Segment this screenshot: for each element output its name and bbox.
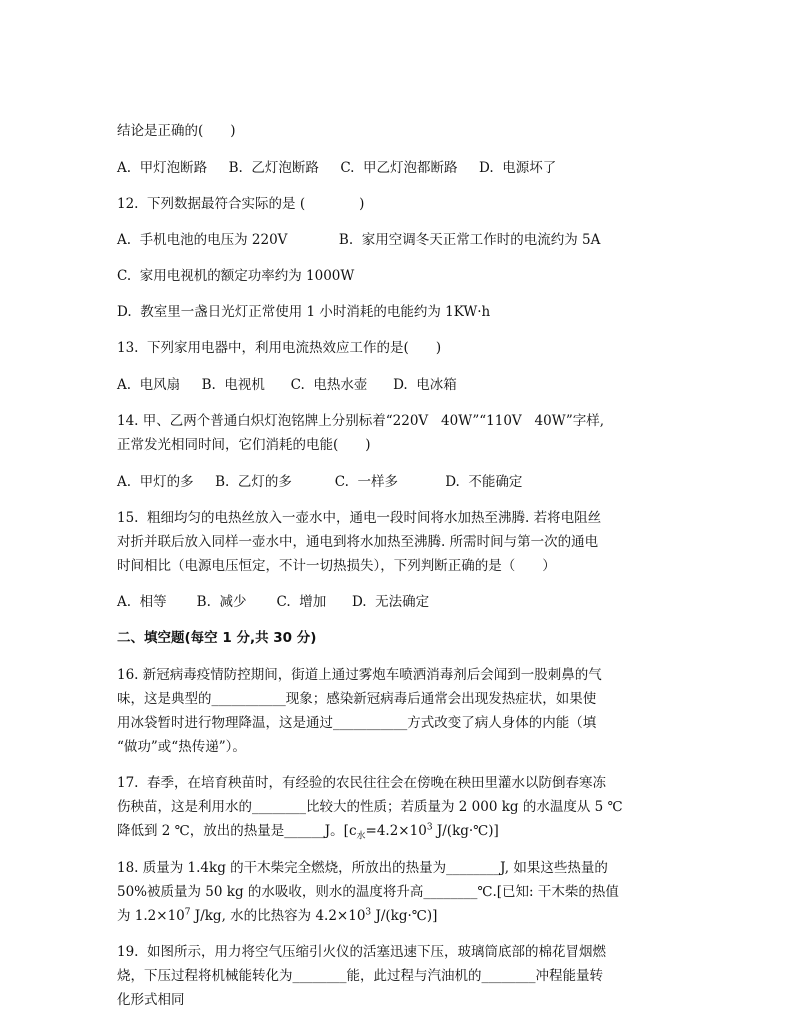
q12-options-ab: A. 手机电池的电压为 220V B. 家用空调冬天正常工作时的电流约为 5A — [117, 232, 601, 248]
q19-line-3: 化形式相同 — [117, 992, 185, 1008]
q18-line-1: 18. 质量为 1.4kg 的干木柴完全燃烧，所放出的热量为________J, 如果这些热量的 — [117, 860, 608, 876]
q18-line-3-text: 为 1.2×10 — [117, 908, 185, 924]
q11-options: A. 甲灯泡断路 B. 乙灯泡断路 C. 甲乙灯泡都断路 D. 电源坏了 — [117, 160, 557, 176]
q14-options: A. 甲灯的多 B. 乙灯的多 C. 一样多 D. 不能确定 — [117, 474, 523, 490]
q16-line-3: 用冰袋暂时进行物理降温，这是通过___________方式改变了病人身体的内能（填 — [117, 715, 597, 731]
q15-options: A. 相等 B. 减少 C. 增加 D. 无法确定 — [117, 594, 430, 610]
q19-line-1: 19. 如图所示，用力将空气压缩引火仪的活塞迅速下压，玻璃筒底部的棉花冒烟燃 — [117, 944, 607, 960]
q18-line-3 — [117, 906, 437, 926]
q18-superscript-2: 3 — [365, 907, 372, 918]
q16-line-2: 味，这是典型的___________现象；感染新冠病毒后通常会出现发热症状，如果使 — [117, 691, 597, 707]
q12-stem: 12. 下列数据最符合实际的是 ( ) — [117, 196, 365, 212]
q17-line-3 — [117, 821, 499, 841]
q18-line-2: 50%被质量为 50 kg 的水吸收，则水的温度将升高________℃.[已知: 干木柴的热值 — [117, 884, 619, 900]
q12-option-c: C. 家用电视机的额定功率约为 1000W — [117, 268, 355, 284]
q19-line-2: 烧，下压过程将机械能转化为________能，此过程与汽油机的________冲程能量转 — [117, 968, 603, 984]
q18-superscript-1: 7 — [184, 907, 191, 918]
q17-superscript: 3 — [426, 822, 433, 833]
q11-conclusion-line: 结论是正确的( ) — [117, 123, 236, 139]
q15-stem-1: 15. 粗细均匀的电热丝放入一壶水中，通电一段时间将水加热至沸腾. 若将电阻丝 — [117, 510, 602, 526]
q17-formula-mid: =4.2×10 — [365, 823, 427, 839]
q18-formula-mid: J/kg, 水的比热容为 4.2×10 — [190, 908, 366, 924]
section-title-fill-in: 二、填空题(每空 1 分,共 30 分) — [117, 630, 317, 646]
q12-option-d: D. 教室里一盏日光灯正常使用 1 小时消耗的电能约为 1KW·h — [117, 304, 491, 320]
q15-stem-2: 对折并联后放入同样一壶水中，通电到将水加热至沸腾. 所需时间与第一次的通电 — [117, 534, 599, 550]
q16-line-4: “做功”或“热传递”）。 — [117, 739, 246, 755]
q17-formula-end: J/(kg·℃)] — [432, 823, 499, 839]
q17-line-1: 17. 春季，在培育秧苗时，有经验的农民往往会在傍晚在秧田里灌水以防倒春寒冻 — [117, 775, 607, 791]
q17-line-3-text: 降低到 2 ℃，放出的热量是______J。[c — [117, 823, 357, 839]
q15-stem-3: 时间相比（电源电压恒定，不计一切热损失），下列判断正确的是（ ） — [117, 558, 556, 574]
q13-options: A. 电风扇 B. 电视机 C. 电热水壶 D. 电冰箱 — [117, 377, 457, 393]
q16-line-1: 16. 新冠病毒疫情防控期间，街道上通过雾炮车喷洒消毒剂后会闻到一股刺鼻的气 — [117, 667, 602, 683]
q14-stem-1: 14. 甲、乙两个普通白炽灯泡铭牌上分别标着“220V 40W”“110V 40W”字样, — [117, 413, 605, 429]
q13-stem: 13. 下列家用电器中，利用电流热效应工作的是( ) — [117, 340, 442, 356]
q14-stem-2: 正常发光相同时间，它们消耗的电能( ) — [117, 437, 371, 453]
q17-line-2: 伤秧苗，这是利用水的________比较大的性质；若质量为 2 000 kg 的水温度从 5 ℃ — [117, 799, 623, 815]
q18-formula-end: J/(kg·℃)] — [371, 908, 438, 924]
q17-subscript-water: 水 — [356, 831, 366, 842]
